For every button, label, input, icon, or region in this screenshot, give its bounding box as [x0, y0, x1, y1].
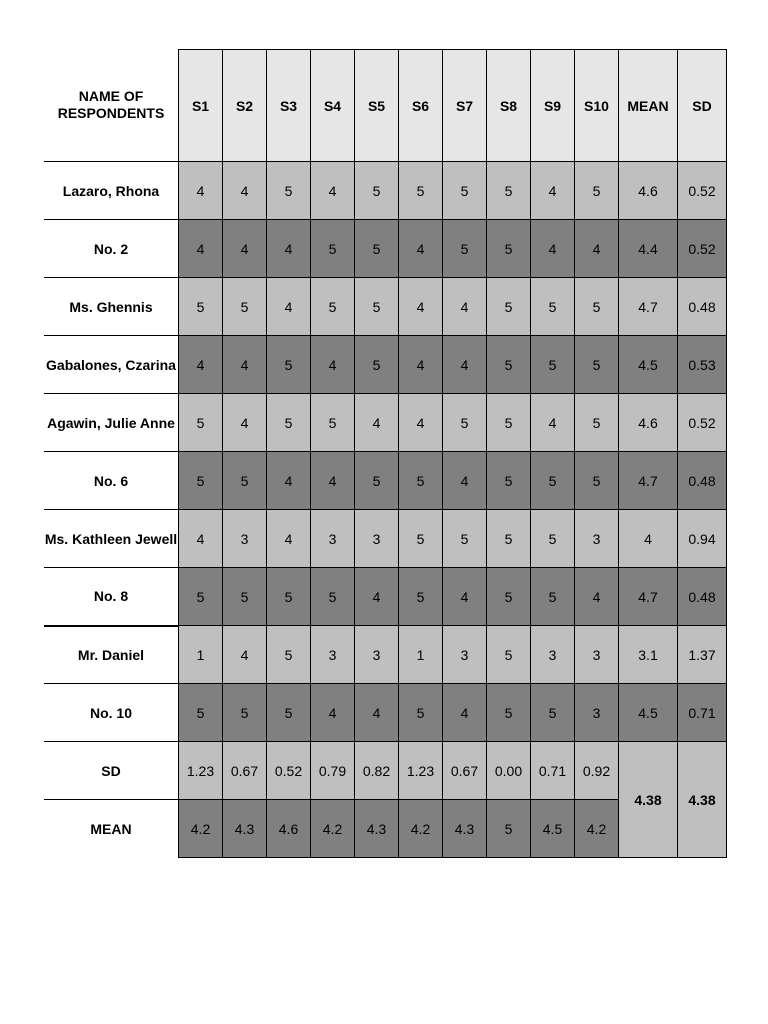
score-cell-s7: 5: [443, 394, 487, 452]
score-cell-s8: 5: [487, 452, 531, 510]
column-sd-cell-s2: 0.67: [223, 742, 267, 800]
score-cell-s7: 4: [443, 452, 487, 510]
score-cell-s2: 5: [223, 278, 267, 336]
score-cell-s7: 5: [443, 510, 487, 568]
score-cell-s4: 4: [311, 162, 355, 220]
column-mean-cell-s4: 4.2: [311, 800, 355, 858]
column-sd-cell-s3: 0.52: [267, 742, 311, 800]
score-cell-s1: 4: [179, 510, 223, 568]
column-sd-cell-s8: 0.00: [487, 742, 531, 800]
score-cell-s1: 1: [179, 626, 223, 684]
score-cell-s7: 5: [443, 220, 487, 278]
name-header: NAME OF RESPONDENTS: [44, 50, 179, 162]
column-mean-cell-s1: 4.2: [179, 800, 223, 858]
column-sd-cell-s9: 0.71: [531, 742, 575, 800]
score-cell-s1: 5: [179, 452, 223, 510]
score-cell-s10: 3: [575, 626, 619, 684]
table-row: [44, 568, 727, 626]
score-cell-s2: 3: [223, 510, 267, 568]
row-mean-cell: 4.5: [619, 336, 678, 394]
score-cell-s4: 5: [311, 568, 355, 626]
score-cell-s8: 5: [487, 394, 531, 452]
score-cell-s6: 4: [399, 220, 443, 278]
row-sd-cell: 0.71: [678, 684, 727, 742]
table-body: [44, 162, 727, 858]
score-cell-s5: 5: [355, 336, 399, 394]
score-cell-s10: 5: [575, 336, 619, 394]
score-cell-s9: 3: [531, 626, 575, 684]
column-sd-cell-s4: 0.79: [311, 742, 355, 800]
score-cell-s8: 5: [487, 336, 531, 394]
score-cell-s6: 1: [399, 626, 443, 684]
score-cell-s2: 4: [223, 394, 267, 452]
row-sd-cell: 0.94: [678, 510, 727, 568]
row-mean-cell: 4: [619, 510, 678, 568]
column-sd-cell-s1: 1.23: [179, 742, 223, 800]
score-cell-s1: 4: [179, 162, 223, 220]
score-cell-s10: 5: [575, 162, 619, 220]
score-cell-s8: 5: [487, 510, 531, 568]
respondent-name: Ms. Kathleen Jewell: [44, 510, 179, 568]
score-cell-s3: 5: [267, 162, 311, 220]
score-cell-s1: 5: [179, 684, 223, 742]
score-cell-s7: 3: [443, 626, 487, 684]
row-sd-cell: 0.52: [678, 394, 727, 452]
table-row: [44, 510, 727, 568]
score-cell-s9: 5: [531, 568, 575, 626]
column-sd-cell-s7: 0.67: [443, 742, 487, 800]
score-cell-s5: 5: [355, 278, 399, 336]
score-cell-s3: 4: [267, 220, 311, 278]
score-cell-s6: 5: [399, 568, 443, 626]
table-row: [44, 162, 727, 220]
score-cell-s8: 5: [487, 684, 531, 742]
score-cell-s10: 5: [575, 278, 619, 336]
column-sd-cell-s10: 0.92: [575, 742, 619, 800]
score-cell-s9: 5: [531, 452, 575, 510]
row-mean-cell: 3.1: [619, 626, 678, 684]
score-cell-s4: 5: [311, 394, 355, 452]
score-cell-s5: 5: [355, 220, 399, 278]
table-row: [44, 394, 727, 452]
mean-row-label: MEAN: [44, 800, 179, 858]
score-cell-s7: 5: [443, 162, 487, 220]
score-cell-s5: 5: [355, 162, 399, 220]
overall-mean-cell: 4.38: [619, 742, 678, 858]
score-cell-s4: 5: [311, 278, 355, 336]
score-cell-s6: 5: [399, 452, 443, 510]
score-cell-s6: 4: [399, 278, 443, 336]
score-cell-s1: 5: [179, 278, 223, 336]
score-cell-s8: 5: [487, 220, 531, 278]
row-mean-cell: 4.6: [619, 394, 678, 452]
row-mean-cell: 4.4: [619, 220, 678, 278]
score-cell-s10: 3: [575, 684, 619, 742]
score-cell-s10: 3: [575, 510, 619, 568]
score-cell-s9: 5: [531, 510, 575, 568]
score-cell-s2: 5: [223, 684, 267, 742]
score-cell-s7: 4: [443, 568, 487, 626]
table-row: [44, 220, 727, 278]
score-cell-s6: 5: [399, 510, 443, 568]
score-cell-s9: 5: [531, 278, 575, 336]
score-cell-s9: 4: [531, 394, 575, 452]
respondent-name: Mr. Daniel: [44, 626, 179, 684]
score-cell-s2: 4: [223, 336, 267, 394]
col-header-sd: SD: [678, 50, 727, 162]
header-row: [44, 50, 727, 162]
score-cell-s5: 4: [355, 568, 399, 626]
sd-summary-row: [44, 742, 727, 800]
row-sd-cell: 0.52: [678, 162, 727, 220]
overall-sd-cell: 4.38: [678, 742, 727, 858]
score-cell-s3: 5: [267, 394, 311, 452]
respondent-name: Ms. Ghennis: [44, 278, 179, 336]
score-cell-s10: 5: [575, 394, 619, 452]
row-mean-cell: 4.6: [619, 162, 678, 220]
score-cell-s10: 4: [575, 220, 619, 278]
column-mean-cell-s5: 4.3: [355, 800, 399, 858]
col-header-s5: S5: [355, 50, 399, 162]
column-mean-cell-s8: 5: [487, 800, 531, 858]
respondent-name: Lazaro, Rhona: [44, 162, 179, 220]
score-cell-s5: 5: [355, 452, 399, 510]
table-row: [44, 336, 727, 394]
score-cell-s1: 5: [179, 394, 223, 452]
score-cell-s6: 4: [399, 336, 443, 394]
col-header-s4: S4: [311, 50, 355, 162]
score-cell-s3: 5: [267, 626, 311, 684]
score-cell-s6: 4: [399, 394, 443, 452]
score-cell-s5: 4: [355, 684, 399, 742]
score-cell-s3: 5: [267, 684, 311, 742]
col-header-mean: MEAN: [619, 50, 678, 162]
respondent-name: No. 2: [44, 220, 179, 278]
table-row: [44, 626, 727, 684]
col-header-s1: S1: [179, 50, 223, 162]
score-cell-s10: 4: [575, 568, 619, 626]
score-cell-s4: 3: [311, 510, 355, 568]
score-cell-s5: 3: [355, 510, 399, 568]
respondent-name: Agawin, Julie Anne: [44, 394, 179, 452]
row-sd-cell: 0.48: [678, 568, 727, 626]
respondent-name: No. 10: [44, 684, 179, 742]
table-row: [44, 684, 727, 742]
row-mean-cell: 4.7: [619, 452, 678, 510]
table-row: [44, 278, 727, 336]
score-cell-s8: 5: [487, 162, 531, 220]
col-header-s2: S2: [223, 50, 267, 162]
score-cell-s5: 3: [355, 626, 399, 684]
respondent-name: No. 8: [44, 568, 179, 626]
column-mean-cell-s9: 4.5: [531, 800, 575, 858]
row-sd-cell: 0.52: [678, 220, 727, 278]
score-cell-s3: 4: [267, 278, 311, 336]
column-mean-cell-s6: 4.2: [399, 800, 443, 858]
score-cell-s4: 3: [311, 626, 355, 684]
score-cell-s4: 4: [311, 452, 355, 510]
col-header-s9: S9: [531, 50, 575, 162]
score-cell-s7: 4: [443, 684, 487, 742]
column-mean-cell-s3: 4.6: [267, 800, 311, 858]
score-cell-s8: 5: [487, 278, 531, 336]
score-cell-s2: 5: [223, 452, 267, 510]
score-cell-s4: 5: [311, 220, 355, 278]
row-mean-cell: 4.5: [619, 684, 678, 742]
score-cell-s4: 4: [311, 336, 355, 394]
score-cell-s7: 4: [443, 278, 487, 336]
row-sd-cell: 0.48: [678, 278, 727, 336]
score-cell-s3: 4: [267, 452, 311, 510]
table-row: [44, 452, 727, 510]
score-cell-s2: 4: [223, 162, 267, 220]
score-cell-s5: 4: [355, 394, 399, 452]
col-header-s8: S8: [487, 50, 531, 162]
score-cell-s9: 4: [531, 220, 575, 278]
score-cell-s6: 5: [399, 162, 443, 220]
score-cell-s9: 4: [531, 162, 575, 220]
score-cell-s8: 5: [487, 626, 531, 684]
column-mean-cell-s10: 4.2: [575, 800, 619, 858]
score-cell-s9: 5: [531, 684, 575, 742]
score-cell-s1: 5: [179, 568, 223, 626]
respondent-name: Gabalones, Czarina: [44, 336, 179, 394]
row-mean-cell: 4.7: [619, 568, 678, 626]
score-cell-s9: 5: [531, 336, 575, 394]
score-cell-s10: 5: [575, 452, 619, 510]
col-header-s7: S7: [443, 50, 487, 162]
row-sd-cell: 0.48: [678, 452, 727, 510]
score-cell-s3: 5: [267, 336, 311, 394]
col-header-s6: S6: [399, 50, 443, 162]
column-sd-cell-s6: 1.23: [399, 742, 443, 800]
column-mean-cell-s7: 4.3: [443, 800, 487, 858]
row-mean-cell: 4.7: [619, 278, 678, 336]
score-cell-s2: 5: [223, 568, 267, 626]
col-header-s10: S10: [575, 50, 619, 162]
score-cell-s2: 4: [223, 626, 267, 684]
row-sd-cell: 1.37: [678, 626, 727, 684]
score-cell-s3: 4: [267, 510, 311, 568]
column-mean-cell-s2: 4.3: [223, 800, 267, 858]
row-sd-cell: 0.53: [678, 336, 727, 394]
score-cell-s7: 4: [443, 336, 487, 394]
column-sd-cell-s5: 0.82: [355, 742, 399, 800]
score-cell-s8: 5: [487, 568, 531, 626]
sd-row-label: SD: [44, 742, 179, 800]
col-header-s3: S3: [267, 50, 311, 162]
score-cell-s3: 5: [267, 568, 311, 626]
respondent-name: No. 6: [44, 452, 179, 510]
score-cell-s1: 4: [179, 220, 223, 278]
score-cell-s2: 4: [223, 220, 267, 278]
score-cell-s6: 5: [399, 684, 443, 742]
score-cell-s1: 4: [179, 336, 223, 394]
score-cell-s4: 4: [311, 684, 355, 742]
scores-table: [44, 49, 727, 858]
